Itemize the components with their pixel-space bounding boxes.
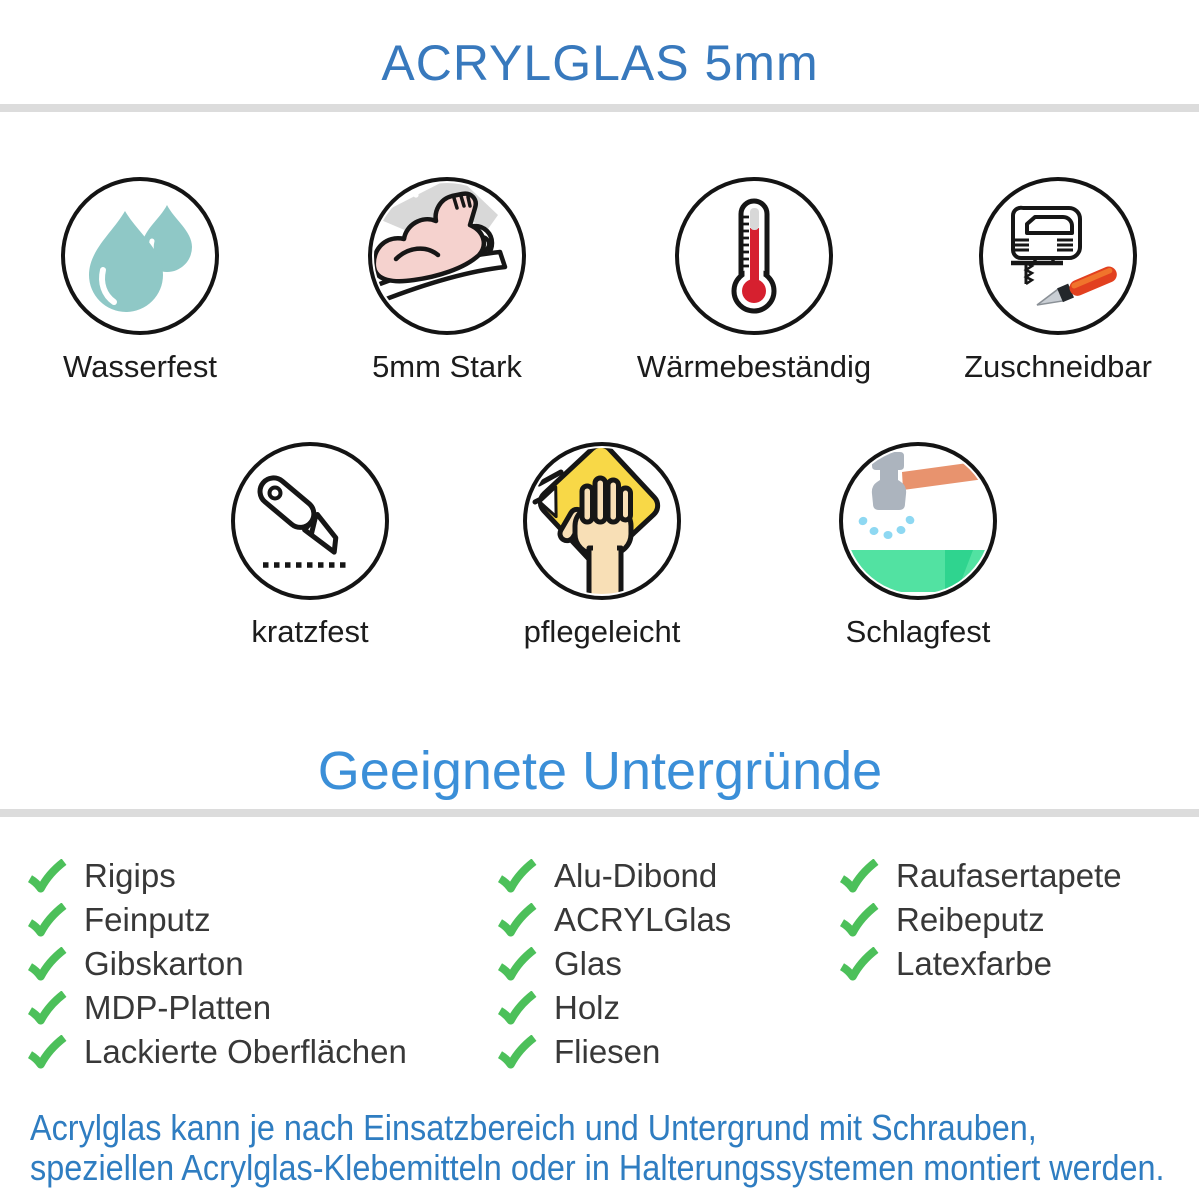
list-item: [496, 942, 731, 986]
check-icon: [26, 991, 68, 1025]
feature-pflegeleicht: [523, 442, 681, 649]
substrate-label: Fliesen: [554, 1033, 661, 1070]
check-icon: [496, 859, 538, 893]
page-title: ACRYLGLAS 5mm: [381, 35, 819, 91]
feature-kratzfest: [231, 442, 389, 649]
substrate-label: Raufasertapete: [896, 857, 1122, 894]
flexed-arm-material-icon: [368, 177, 526, 335]
substrate-label: ACRYLGlas: [554, 901, 732, 938]
list-item: [496, 854, 731, 898]
list-item: [26, 854, 407, 898]
list-item: [496, 898, 731, 942]
list-item: [838, 854, 1122, 898]
substrate-label: Feinputz: [84, 901, 211, 938]
feature-label: pflegeleicht: [523, 614, 681, 649]
list-item: [26, 986, 407, 1030]
check-icon: [496, 903, 538, 937]
list-item: [838, 942, 1122, 986]
mounting-note-line2: speziellen Acrylglas-Klebemitteln oder in Halterungssystemen montiert werden.: [30, 1147, 1165, 1188]
mounting-note-line1: Acrylglas kann je nach Einsatzbereich und Untergrund mit Schrauben,: [30, 1107, 1037, 1148]
substrate-label: Gibskarton: [84, 945, 244, 982]
feature-label: Zuschneidbar: [964, 349, 1152, 384]
check-icon: [26, 903, 68, 937]
list-item: [496, 986, 731, 1030]
feature-zuschneidbar: [964, 177, 1152, 384]
utility-knife-icon: [231, 442, 389, 600]
substrate-label: Alu-Dibond: [554, 857, 718, 894]
mounting-note: [30, 1108, 1200, 1188]
section-heading: Geeignete Untergründe: [317, 741, 883, 801]
list-item: [26, 1030, 407, 1074]
feature-waermebestaendig: [636, 177, 872, 384]
divider: [0, 809, 1199, 817]
check-icon: [496, 1035, 538, 1069]
check-icon: [838, 859, 880, 893]
feature-label: Wärmebeständig: [636, 349, 872, 384]
feature-label: kratzfest: [251, 614, 369, 649]
check-icon: [496, 947, 538, 981]
divider: [0, 104, 1199, 112]
substrate-column-1: [26, 854, 407, 1074]
feature-label: 5mm Stark: [372, 349, 522, 384]
substrate-label: Holz: [554, 989, 621, 1026]
feature-wasserfest: [61, 177, 219, 384]
check-icon: [838, 903, 880, 937]
check-icon: [496, 991, 538, 1025]
hammer-impact-icon: [839, 442, 997, 600]
feature-schlagfest: [839, 442, 997, 649]
check-icon: [838, 947, 880, 981]
substrate-label: Reibeputz: [896, 901, 1045, 938]
list-item: [26, 898, 407, 942]
list-item: [496, 1030, 731, 1074]
substrate-label: Latexfarbe: [896, 945, 1052, 982]
substrate-label: Lackierte Oberflächen: [84, 1033, 407, 1070]
substrate-label: Glas: [554, 945, 622, 982]
water-drops-icon: [61, 177, 219, 335]
feature-label: Schlagfest: [845, 614, 991, 649]
check-icon: [26, 859, 68, 893]
substrate-label: MDP-Platten: [84, 989, 272, 1026]
thermometer-icon: [675, 177, 833, 335]
feature-label: Wasserfest: [63, 349, 217, 384]
hand-cleaning-cloth-icon: [523, 442, 681, 600]
list-item: [838, 898, 1122, 942]
check-icon: [26, 1035, 68, 1069]
substrate-label: Rigips: [84, 857, 176, 894]
list-item: [26, 942, 407, 986]
feature-5mm-stark: [368, 177, 526, 384]
jigsaw-and-knife-icon: [979, 177, 1137, 335]
substrate-column-3: [838, 854, 1122, 986]
check-icon: [26, 947, 68, 981]
substrate-column-2: [496, 854, 731, 1074]
